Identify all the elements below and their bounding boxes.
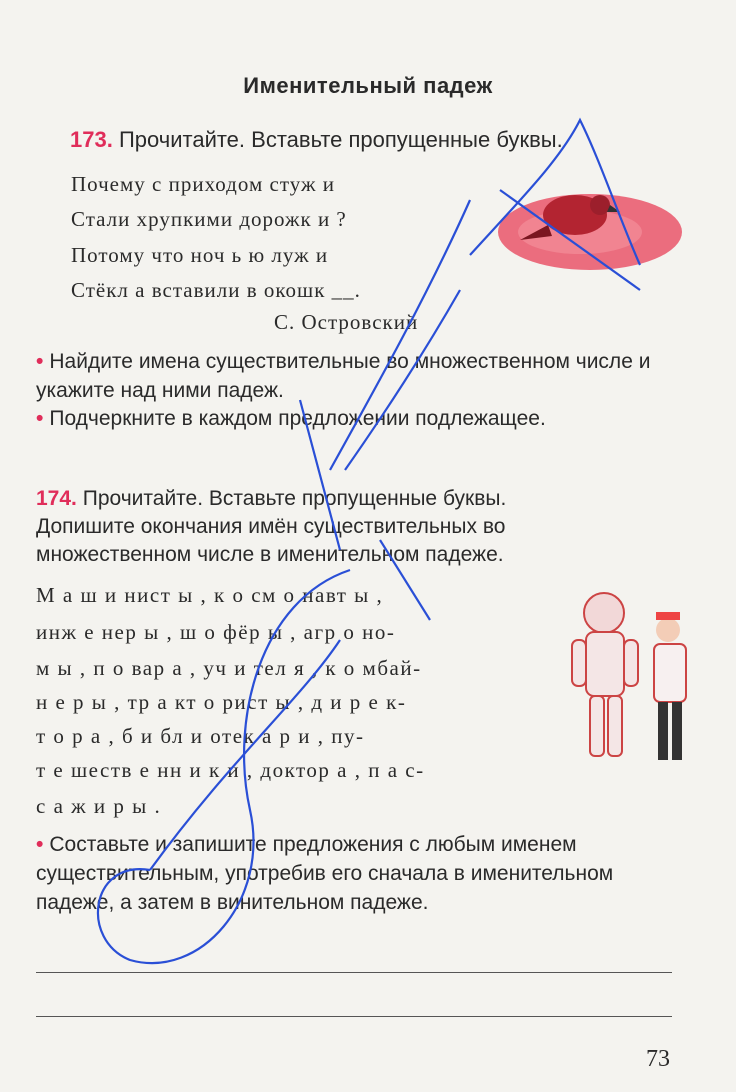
exercise-174-instruction-1: Прочитайте. Вставьте пропущенные буквы. <box>82 487 507 510</box>
poem-line-3: Потому что ноч ь ю луж и <box>71 243 329 267</box>
poem-line-4: Стёкл а вставили в окошк __. <box>71 278 361 302</box>
exercise-173-number: 173. <box>70 127 113 152</box>
word-line-7: с а ж и р ы . <box>36 794 162 818</box>
word-line-2: инж е нер ы , ш о фёр ы , агр о но- <box>36 620 396 644</box>
word-line-5: т о р а , б и бл и отек а р и , пу- <box>36 724 365 748</box>
bullet-icon: • <box>36 350 44 373</box>
doctor-illustration-icon <box>654 612 686 760</box>
task-173-2-text: Подчеркните в каждом предложении подлежащее. <box>49 407 546 430</box>
bird-illustration-icon <box>498 194 682 270</box>
poem-author: С. Островский <box>274 310 419 334</box>
word-line-1: М а ш и нист ы , к о см о навт ы , <box>36 583 384 607</box>
word-line-3: м ы , п о вар а , уч и тел я , к о мбай- <box>36 656 422 680</box>
page-number: 73 <box>646 1046 670 1072</box>
task-173-1-text: Найдите имена существительные во множественном числе и укажите над ними падеж. <box>36 350 651 402</box>
word-line-4: н е р ы , тр а кт о рист ы , д и р е к- <box>36 690 407 714</box>
astronaut-illustration-icon <box>572 593 638 756</box>
task-174-text: Составьте и запишите предложения с любым именем существительным, употребив его сначала в именительном падеже, а затем в винительном падеже. <box>36 833 614 914</box>
poem-line-2: Стали хрупкими дорожк и ? <box>71 207 347 231</box>
page-title: Именительный падеж <box>243 73 493 98</box>
exercise-174-number: 174. <box>36 487 77 510</box>
poem-line-1: Почему с приходом стуж и <box>71 172 335 196</box>
exercise-173-instruction: Прочитайте. Вставьте пропущенные буквы. <box>118 127 563 152</box>
bullet-icon: • <box>36 833 44 856</box>
exercise-174-instruction-3: множественном числе в именительном падеже. <box>36 543 504 566</box>
exercise-174-instruction-2: Допишите окончания имён существительных во <box>36 515 506 538</box>
word-line-6: т е шеств е нн и к и , доктор а , п а с- <box>36 758 425 782</box>
bullet-icon: • <box>36 407 44 430</box>
